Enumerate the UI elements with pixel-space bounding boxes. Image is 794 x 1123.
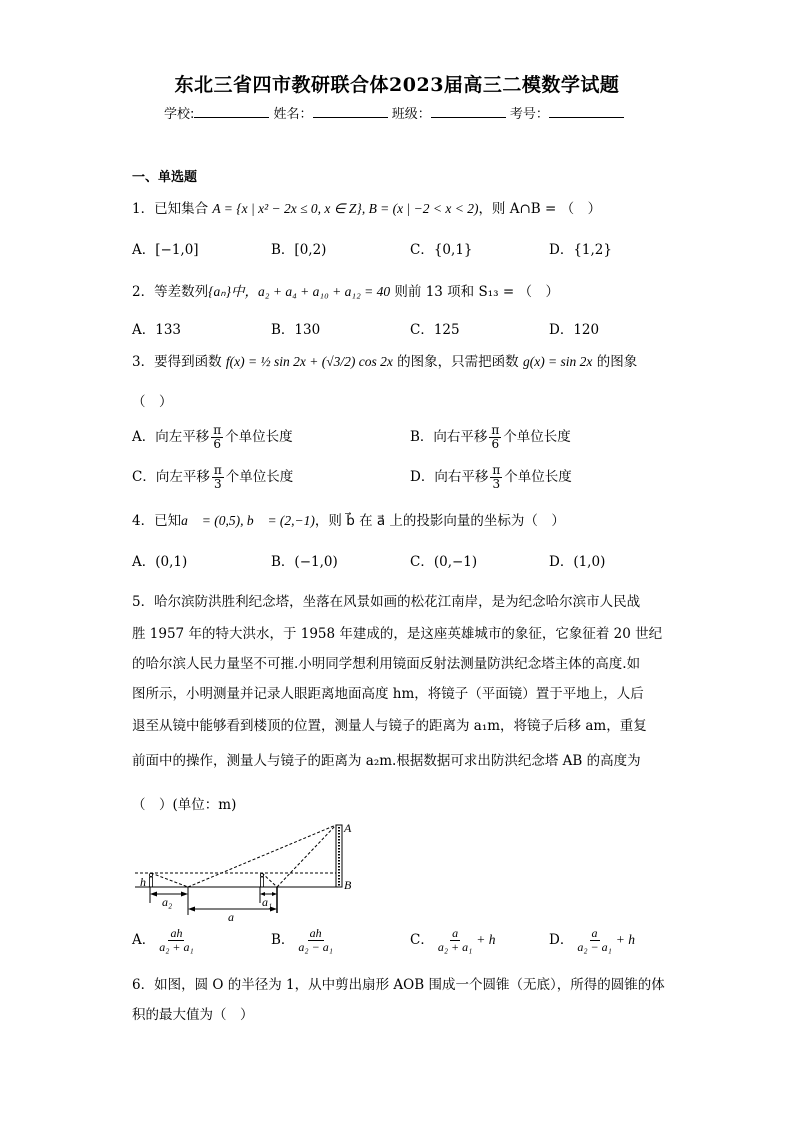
label-a1: a₁	[262, 895, 273, 909]
person-icon	[260, 873, 263, 887]
fraction: $\frac{\pi}{6}$	[491, 423, 500, 451]
q1-option-b[interactable]: B．[0,2)	[271, 242, 327, 258]
q4-option-a[interactable]: A．(0,1)	[132, 554, 188, 570]
question-number: 4．	[132, 513, 155, 529]
label-a: a	[228, 910, 234, 924]
name-field[interactable]	[313, 105, 388, 118]
question-5-line-7: （ ）(单位：m)	[132, 797, 237, 813]
label-b-point: B	[344, 878, 352, 892]
ray-person2-mirror2	[151, 873, 188, 887]
stem-text: ，则 A∩B = （ ）	[478, 201, 602, 217]
school-label: 学校:	[164, 107, 195, 122]
student-info-row	[164, 103, 624, 122]
question-number: 3．	[132, 354, 155, 370]
stem-text: 已知集合	[154, 201, 209, 217]
section-heading: 一、单选题	[132, 170, 198, 185]
question-number: 2．	[132, 284, 155, 300]
stem-text: 则前 13 项和 S₁₃ = （ ）	[394, 284, 559, 300]
person-icon	[149, 873, 152, 887]
q1-option-c[interactable]: C．{0,1}	[410, 242, 473, 258]
question-5-line-4: 图所示，小明测量并记录人眼距离地面高度 hm，将镜子（平面镜）置于平地上，人后	[132, 686, 644, 702]
fraction: $\frac{\pi}{6}$	[213, 423, 222, 451]
stem-text: 等差数列	[154, 284, 209, 300]
fraction: $\frac{\pi}{3}$	[492, 463, 501, 491]
exam-number-field[interactable]	[549, 105, 624, 118]
stem-math: a⃗ = (0,5), b⃗ = (2,−1)	[181, 513, 315, 528]
school-field[interactable]	[194, 105, 269, 118]
q2-option-a[interactable]: A．133	[132, 322, 182, 338]
fraction: $\frac{a}{\text{a₂ + a₁}}$	[437, 926, 473, 954]
exam-title: 东北三省四市教研联合体2023届高三二模数学试题	[174, 74, 620, 96]
q2-option-c[interactable]: C．125	[410, 322, 460, 338]
label-h: h	[140, 875, 146, 889]
exam-number-label: 考号：	[509, 107, 549, 122]
question-6-line-1: 6．如图，圆 O 的半径为 1，从中剪出扇形 AOB 围成一个圆锥（无底），所得的圆锥的体	[132, 977, 665, 993]
stem-math: {aₙ}中，a₂ + a₄ + a₁₀ + a₁₂ = 40	[208, 284, 391, 299]
class-field[interactable]	[431, 105, 506, 118]
q3-option-d[interactable]: D．向右平移 $\frac{\pi}{3}$ 个单位长度	[410, 463, 572, 491]
question-number: 1．	[132, 201, 155, 217]
ray-mirror1-top	[277, 825, 336, 887]
question-3-bracket: （ ）	[132, 394, 173, 410]
question-5-line-6: 前面中的操作，测量人与镜子的距离为 a₂m.根据数据可求出防洪纪念塔 AB 的高度为	[132, 753, 641, 769]
name-label: 姓名：	[273, 107, 313, 122]
tower-icon	[336, 825, 342, 887]
mirror-reflection-diagram	[125, 815, 365, 925]
question-number: 5．	[132, 594, 155, 610]
q4-option-b[interactable]: B．(−1,0)	[271, 554, 338, 570]
q2-option-d[interactable]: D．120	[549, 322, 600, 338]
stem-text: 的图象	[596, 354, 638, 370]
stem-text: 的图象，只需把函数	[397, 354, 519, 370]
stem-text: ，则 b⃗ 在 a⃗ 上的投影向量的坐标为（ ）	[314, 513, 565, 529]
q1-option-d[interactable]: D．{1,2}	[549, 242, 612, 258]
question-4-stem	[132, 509, 565, 529]
q4-option-c[interactable]: C．(0,−1)	[410, 554, 478, 570]
q2-option-b[interactable]: B．130	[271, 322, 321, 338]
question-2-stem	[132, 280, 559, 300]
q5-option-c[interactable]: C． $\frac{a}{\text{a₂ + a₁}}$ + h	[410, 926, 496, 954]
label-a2: a₂	[162, 895, 173, 909]
stem-text: 已知	[154, 513, 182, 529]
ray-mirror2-top	[188, 825, 336, 887]
stem-text: 要得到函数	[154, 354, 222, 370]
fraction: $\frac{ah}{\text{a₂ + a₁}}$	[159, 926, 194, 954]
stem-math: A = {x | x² − 2x ≤ 0, x ∈ Z}, B = (x | −2 < x < 2)	[212, 201, 479, 216]
ray-person1-mirror1	[262, 873, 277, 887]
question-6-line-2: 积的最大值为（ ）	[132, 1007, 254, 1023]
stem-math: f(x) = ½ sin 2x + (√3/2) cos 2x	[225, 354, 393, 369]
q5-option-b[interactable]: B． $\frac{ah}{\text{a₂ − a₁}}$	[271, 926, 333, 954]
q3-option-b[interactable]: B．向右平移 $\frac{\pi}{6}$ 个单位长度	[410, 423, 571, 451]
question-1-stem	[132, 197, 601, 217]
fraction: $\frac{\pi}{3}$	[213, 463, 222, 491]
question-5-line-1: 5．哈尔滨防洪胜利纪念塔，坐落在风景如画的松花江南岸，是为纪念哈尔滨市人民战	[132, 594, 641, 610]
q5-option-a[interactable]: A． $\frac{ah}{\text{a₂ + a₁}}$	[132, 926, 194, 954]
q4-option-d[interactable]: D．(1,0)	[549, 554, 606, 570]
question-5-line-2: 胜 1957 年的特大洪水，于 1958 年建成的，是这座英雄城市的象征，它象征着 20 世纪	[132, 626, 663, 642]
q5-option-d[interactable]: D． $\frac{a}{\text{a₂ − a₁}}$ + h	[549, 926, 636, 954]
question-number: 6．	[132, 977, 155, 993]
question-5-line-3: 的哈尔滨人民力量坚不可摧.小明同学想利用镜面反射法测量防洪纪念塔主体的高度.如	[132, 656, 641, 672]
fraction: $\frac{a}{\text{a₂ − a₁}}$	[577, 926, 612, 954]
question-5-line-5: 退至从镜中能够看到楼顶的位置，测量人与镜子的距离为 a₁m，将镜子后移 am，重复	[132, 718, 647, 734]
q3-option-c[interactable]: C．向左平移 $\frac{\pi}{3}$ 个单位长度	[132, 463, 294, 491]
q1-option-a[interactable]: A．[−1,0]	[132, 242, 199, 258]
label-a-point: A	[344, 821, 352, 835]
question-3-stem	[132, 350, 637, 370]
class-label: 班级：	[391, 107, 431, 122]
stem-math: g(x) = sin 2x	[522, 354, 593, 369]
fraction: $\frac{ah}{\text{a₂ − a₁}}$	[298, 926, 333, 954]
q3-option-a[interactable]: A．向左平移 $\frac{\pi}{6}$ 个单位长度	[132, 423, 293, 451]
